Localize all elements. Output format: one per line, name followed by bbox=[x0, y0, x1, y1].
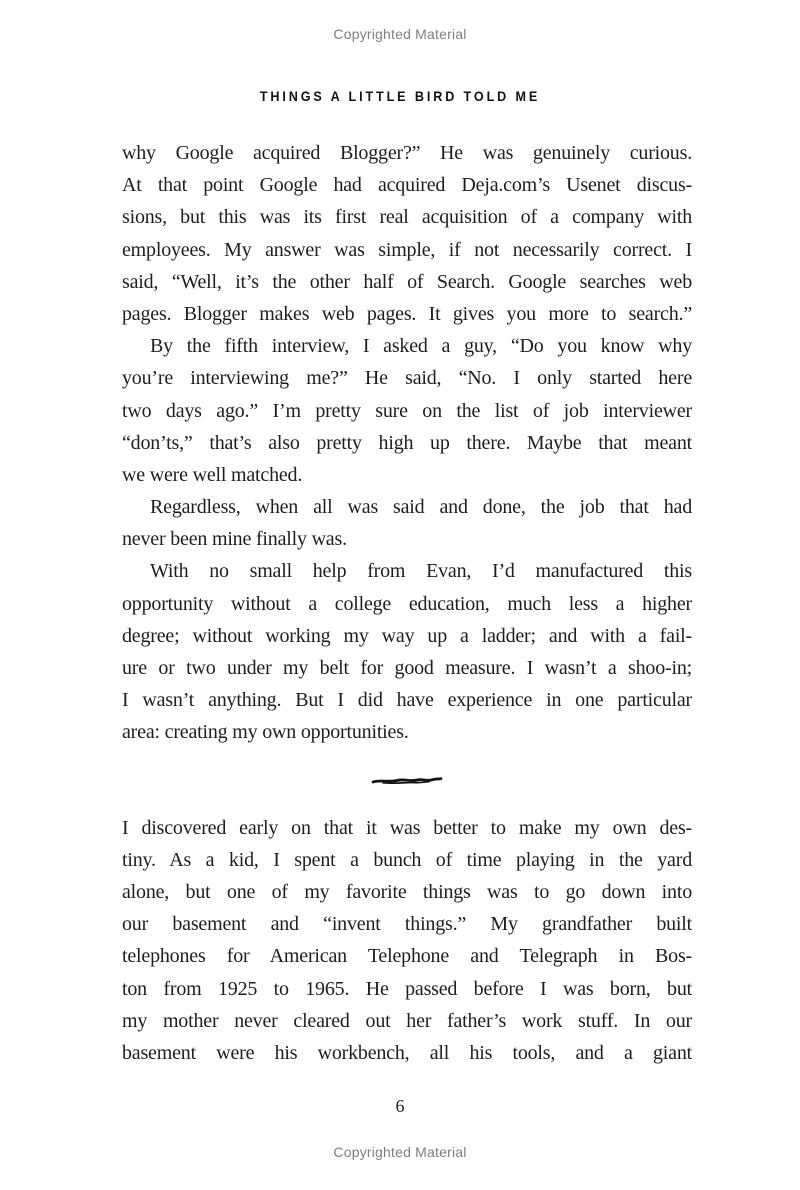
text-line: With no small help from Evan, I’d manufactured this bbox=[150, 560, 692, 583]
text-line: ton from 1925 to 1965. He passed before I was born, but bbox=[122, 977, 692, 1000]
text-line: employees. My answer was simple, if not necessarily correct. I bbox=[122, 238, 692, 261]
paragraph bbox=[122, 555, 692, 748]
page-body bbox=[122, 137, 692, 1069]
text-line: my mother never cleared out her father’s work stuff. In our bbox=[122, 1009, 692, 1032]
paragraph bbox=[122, 812, 692, 1070]
copyright-notice-top: Copyrighted Material bbox=[333, 26, 467, 42]
text-line: At that point Google had acquired Deja.com’s Usenet discus- bbox=[122, 174, 692, 197]
text-line: telephones for American Telephone and Telegraph in Bos- bbox=[122, 945, 692, 968]
text-line: basement were his workbench, all his tools, and a giant bbox=[122, 1041, 692, 1064]
paragraph bbox=[122, 137, 692, 330]
copyright-notice-bottom: Copyrighted Material bbox=[333, 1144, 467, 1160]
text-line: said, “Well, it’s the other half of Search. Google searches web bbox=[122, 270, 692, 293]
text-line: never been mine finally was. bbox=[122, 528, 347, 551]
text-line: I discovered early on that it was better to make my own des- bbox=[122, 816, 692, 839]
text-line: two days ago.” I’m pretty sure on the list of job interviewer bbox=[122, 399, 692, 422]
text-line: tiny. As a kid, I spent a bunch of time playing in the yard bbox=[122, 848, 692, 871]
section-divider bbox=[122, 749, 692, 812]
text-line: Regardless, when all was said and done, the job that had bbox=[150, 496, 692, 519]
text-line: our basement and “invent things.” My grandfather built bbox=[122, 913, 692, 936]
text-line: ure or two under my belt for good measure. I wasn’t a shoo-in; bbox=[122, 657, 692, 679]
paragraph bbox=[122, 330, 692, 491]
text-line: you’re interviewing me?” He said, “No. I only started here bbox=[122, 367, 692, 390]
text-line: we were well matched. bbox=[122, 463, 303, 486]
paragraph bbox=[122, 491, 692, 555]
text-line: degree; without working my way up a ladder; and with a fail- bbox=[122, 624, 692, 647]
text-line: opportunity without a college education, much less a higher bbox=[122, 592, 692, 615]
text-line: I wasn’t anything. But I did have experience in one particular bbox=[122, 689, 692, 712]
text-line: “don’ts,” that’s also pretty high up there. Maybe that meant bbox=[122, 431, 692, 454]
text-line: sions, but this was its first real acquisition of a company with bbox=[122, 206, 692, 229]
text-line: area: creating my own opportunities. bbox=[122, 721, 409, 744]
running-head: THINGS A LITTLE BIRD TOLD ME bbox=[259, 88, 541, 104]
text-line: alone, but one of my favorite things was to go down into bbox=[122, 880, 692, 903]
text-line: By the fifth interview, I asked a guy, “Do you know why bbox=[150, 335, 692, 358]
brush-stroke-ornament bbox=[371, 773, 443, 787]
page-number: 6 bbox=[395, 1096, 405, 1116]
text-line: why Google acquired Blogger?” He was genuinely curious. bbox=[122, 142, 692, 164]
text-line: pages. Blogger makes web pages. It gives you more to search.” bbox=[122, 302, 692, 325]
